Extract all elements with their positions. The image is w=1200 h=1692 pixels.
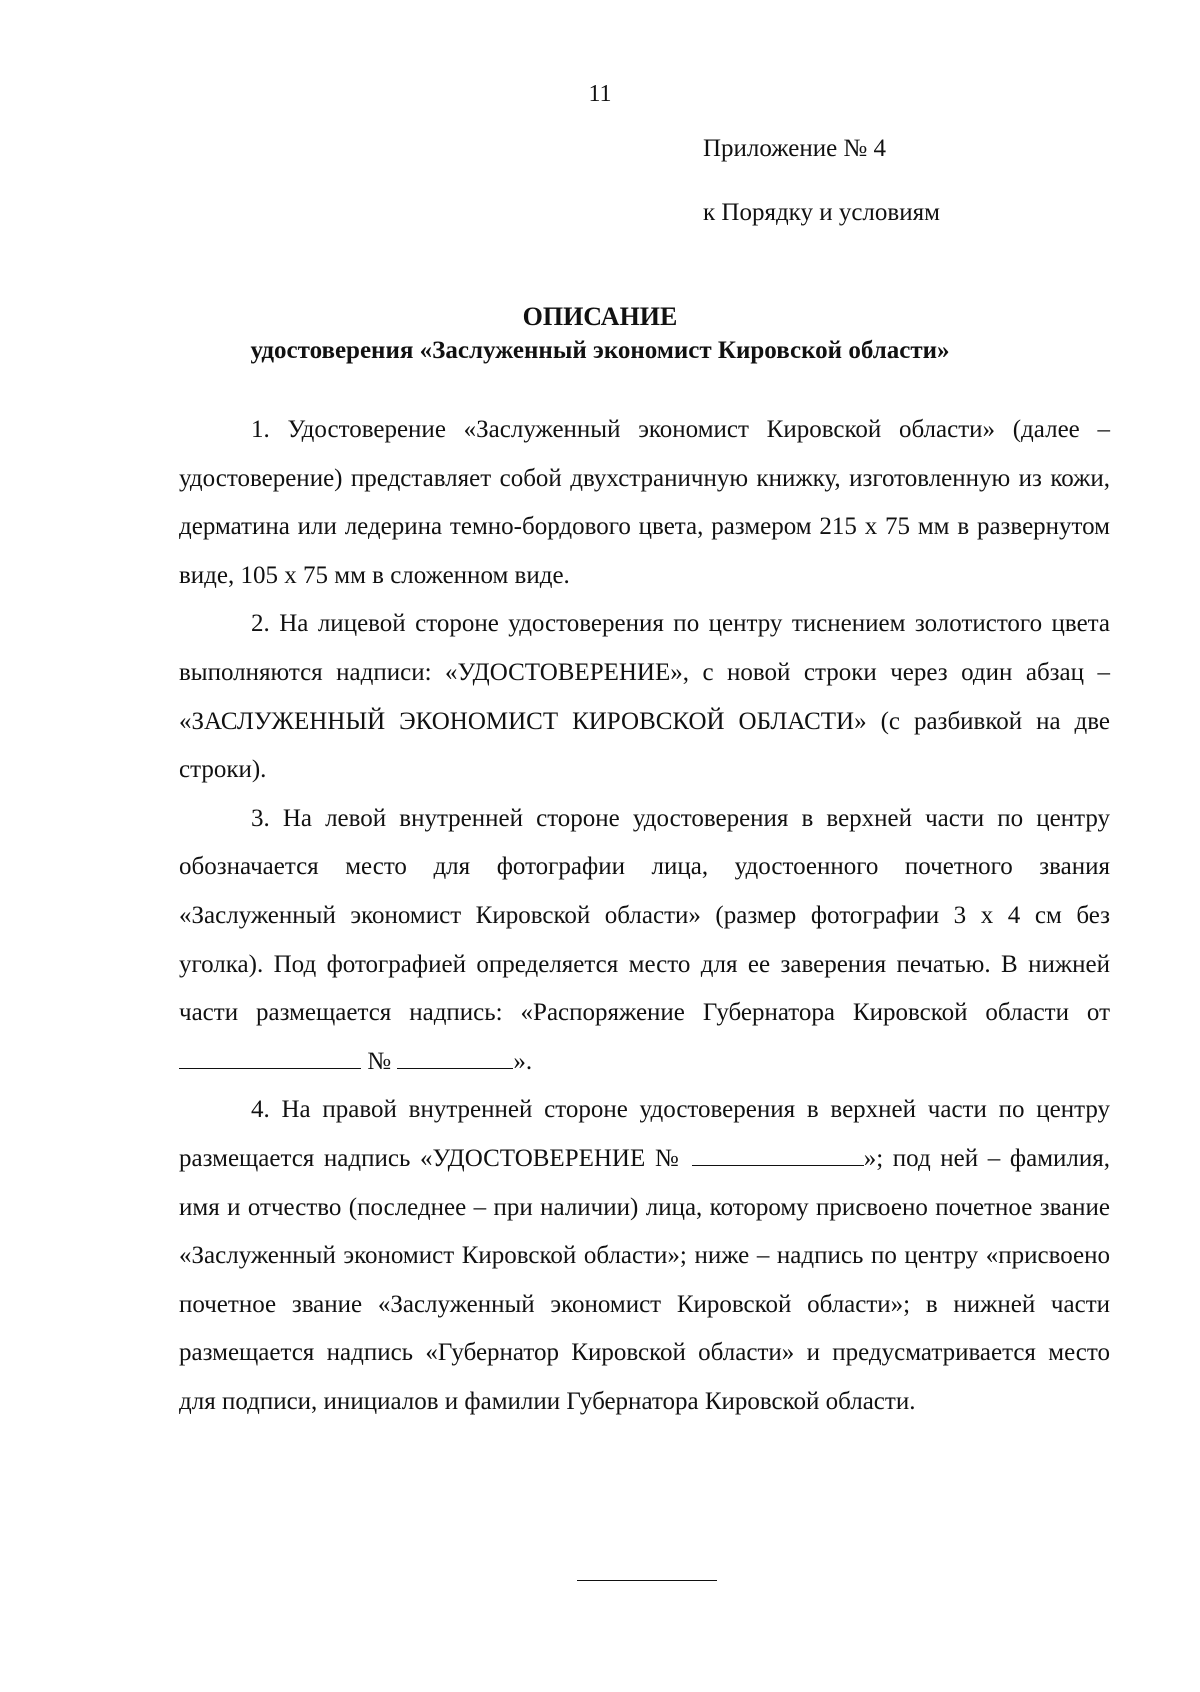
paragraph-2 — [179, 600, 1110, 794]
document-subtitle: удостоверения «Заслуженный экономист Кировской области» — [250, 337, 950, 364]
paragraph-1 — [179, 406, 1110, 600]
appendix-number: Приложение № 4 — [703, 135, 887, 162]
document-body — [179, 406, 1110, 1426]
certificate-number-blank-line — [692, 1143, 864, 1166]
paragraph-2-text: 2. На лицевой стороне удостоверения по центру тиснением золотистого цвета выполняются надписи: «УДОСТОВЕРЕНИЕ», с новой строки через один абзац – «ЗАСЛУЖЕННЫЙ ЭКОНОМИСТ КИРОВСКОЙ ОБЛАСТИ» (с разбивкой на две строки). — [179, 610, 1110, 784]
date-blank-line — [179, 1046, 361, 1069]
paragraph-1-text: 1. Удостоверение «Заслуженный экономист Кировской области» (далее – удостоверение) представляет собой двухстраничную книжку, изготовленную из кожи, дерматина или ледерина темно-бордового цвета, размером 215 х 75 мм в развернутом виде, 105 х 75 мм в сложенном виде. — [179, 416, 1110, 589]
paragraph-4-text: 4. На правой внутренней стороне удостоверения в верхней части по центру размещается надпись «УДОСТОВЕРЕНИЕ № — [179, 1096, 1110, 1172]
paragraph-4 — [179, 1086, 1110, 1426]
page-number: 11 — [588, 81, 612, 107]
paragraph-4-continuation: »; под ней – фамилия, имя и отчество (последнее – при наличии) лица, которому присвоено почетное звание «Заслуженный экономист Кировской области»; ниже – надпись по центру «присвоено почетное звание «Заслуженный экономист Кировской области»; в нижней части размещается надпись «Губернатор Кировской области» и предусматривается место для подписи, инициалов и фамилии Губернатора Кировской области. — [179, 1144, 1110, 1415]
end-divider-line — [577, 1580, 717, 1581]
document-title: ОПИСАНИЕ — [522, 302, 678, 331]
number-blank-line — [397, 1046, 513, 1069]
paragraph-3 — [179, 795, 1110, 1087]
paragraph-3-text: 3. На левой внутренней стороне удостоверения в верхней части по центру обозначается место для фотографии лица, удостоенного почетного звания «Заслуженный экономист Кировской области» (размер фотографии 3 х 4 см без уголка). Под фотографией определяется место для ее заверения печатью. В нижней части размещается надпись: «Распоряжение Губернатора Кировской области от — [179, 804, 1110, 1027]
paragraph-3-closing: ». — [513, 1047, 533, 1075]
number-sign: № — [367, 1047, 392, 1075]
appendix-reference: к Порядку и условиям — [703, 199, 940, 226]
